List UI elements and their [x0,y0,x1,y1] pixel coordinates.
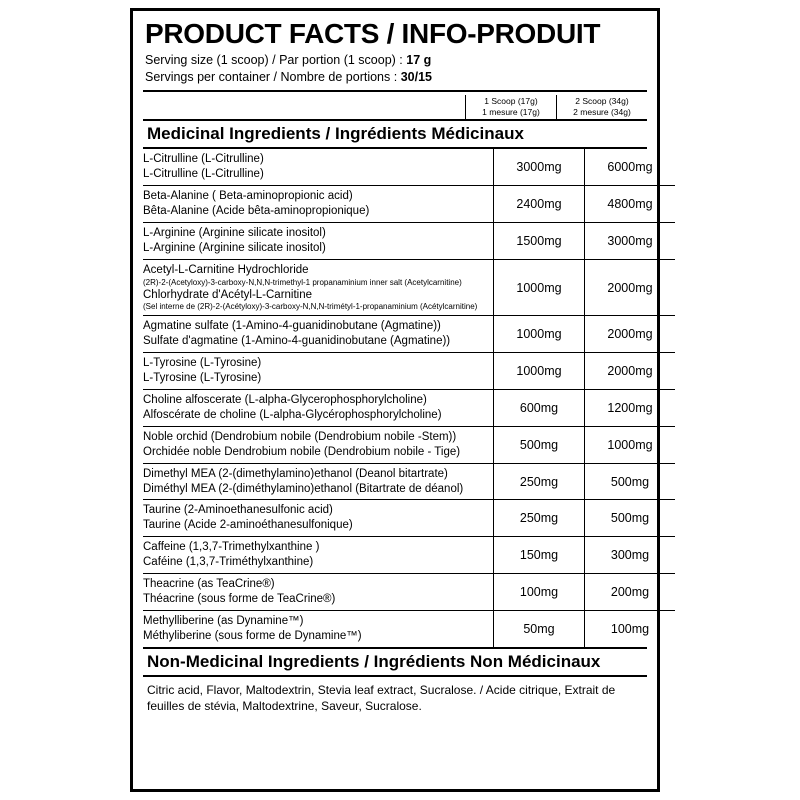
amount-2-scoop: 300mg [585,537,676,574]
ingredient-name: Caffeine (1,3,7-Trimethylxanthine ) Caféine (1,3,7-Triméthylxanthine) [143,537,494,574]
amount-1-scoop: 500mg [494,426,585,463]
amount-1-scoop: 3000mg [494,149,585,185]
table-row [143,352,675,389]
ingredient-name: Noble orchid (Dendrobium nobile (Dendrobium nobile -Stem)) Orchidée noble Dendrobium nobile (Dendrobium nobile - Tige) [143,426,494,463]
amount-2-scoop: 1000mg [585,426,676,463]
amount-1-scoop: 150mg [494,537,585,574]
amount-2-scoop: 100mg [585,611,676,647]
table-row [143,537,675,574]
servings-label: Servings per container / Nombre de portions : [145,70,398,85]
table-row [143,186,675,223]
amount-1-scoop: 600mg [494,389,585,426]
table-row [143,611,675,647]
amount-2-scoop: 4800mg [585,186,676,223]
table-row [143,574,675,611]
ingredient-name: L-Citrulline (L-Citrulline) L-Citrulline (L-Citrulline) [143,149,494,185]
medicinal-ingredients-heading: Medicinal Ingredients / Ingrédients Médicinaux [143,119,647,149]
servings-value: 30/15 [400,70,432,85]
ingredient-name: Methylliberine (as Dynamine™) Méthyliberine (sous forme de Dynamine™) [143,615,362,643]
ingredient-name: Acetyl-L-Carnitine Hydrochloride (2R)-2-(Acetyloxy)-3-carboxy-N,N,N-trimethyl-1 propanaminium inner salt (Acetylcarnitine) Chlorhydrate d'Acétyl-L-Carnitine (Sel interne de (2R)-2-(Acétyloxy)-3-carboxy-N,N,N-trimétyl-1-propanaminium (Acétylcarnitine) [143,260,494,316]
ingredient-name: Choline alfoscerate (L-alpha-Glycerophosphorylcholine) Alfoscérate de choline (L-alpha-Glycérophosphorylcholine) [143,389,494,426]
table-row [143,389,675,426]
product-facts-panel [130,8,660,792]
amount-2-scoop: 6000mg [585,149,676,185]
serving-size-line [145,52,647,69]
amount-1-scoop: 100mg [494,574,585,611]
table-row [143,316,675,353]
table-row [143,260,675,316]
column-header-row [143,95,647,119]
table-row [143,223,675,260]
serving-size-value: 17 g [406,53,432,68]
servings-per-container-line [145,69,647,86]
amount-1-scoop: 1000mg [494,352,585,389]
ingredient-name: L-Tyrosine (L-Tyrosine) L-Tyrosine (L-Tyrosine) [143,352,494,389]
ingredients-table [143,149,675,647]
amount-1-scoop: 1000mg [494,260,585,316]
amount-1-scoop: 1500mg [494,223,585,260]
amount-2-scoop: 200mg [585,574,676,611]
table-row [143,426,675,463]
amount-2-scoop: 500mg [585,500,676,537]
divider-top [143,90,647,92]
amount-2-scoop: 2000mg [585,316,676,353]
ingredient-name: Agmatine sulfate (1-Amino-4-guanidinobutane (Agmatine)) Sulfate d'agmatine (1-Amino-4-guanidinobutane (Agmatine)) [143,316,494,353]
table-row [143,463,675,500]
amount-2-scoop: 2000mg [585,352,676,389]
ingredient-name: Dimethyl MEA (2-(dimethylamino)ethanol (Deanol bitartrate) Diméthyl MEA (2-(diméthylamino)ethanol (Bitartrate de déanol) [143,463,494,500]
non-medicinal-ingredients-text: Citric acid, Flavor, Maltodextrin, Stevia leaf extract, Sucralose. / Acide citrique, Extrait de feuilles de stévia, Maltodextrine, Saveur, Sucralose. [147,682,616,714]
amount-2-scoop: 3000mg [585,223,676,260]
non-medicinal-ingredients-heading: Non-Medicinal Ingredients / Ingrédients Non Médicinaux [143,647,647,677]
page-title: PRODUCT FACTS / INFO-PRODUIT [145,18,601,49]
column-header-1-scoop: 1 Scoop (17g) 1 mesure (17g) [465,95,556,119]
serving-size-label: Serving size (1 scoop) / Par portion (1 scoop) : [145,53,403,68]
column-header-2-scoop: 2 Scoop (34g) 2 mesure (34g) [556,95,647,119]
amount-2-scoop: 1200mg [585,389,676,426]
table-row [143,149,675,185]
amount-2-scoop: 2000mg [585,260,676,316]
amount-1-scoop: 250mg [494,463,585,500]
ingredient-name: Theacrine (as TeaCrine®) Théacrine (sous forme de TeaCrine®) [143,574,494,611]
amount-1-scoop: 250mg [494,500,585,537]
ingredient-name: Taurine (2-Aminoethanesulfonic acid) Taurine (Acide 2-aminoéthanesulfonique) [143,500,494,537]
amount-1-scoop: 2400mg [494,186,585,223]
amount-1-scoop: 50mg [494,611,585,647]
amount-1-scoop: 1000mg [494,316,585,353]
table-row [143,500,675,537]
ingredient-name: L-Arginine (Arginine silicate inositol) L-Arginine (Arginine silicate inositol) [143,223,494,260]
amount-2-scoop: 500mg [585,463,676,500]
ingredient-name: Beta-Alanine ( Beta-aminopropionic acid) Bêta-Alanine (Acide bêta-aminopropionique) [143,186,494,223]
